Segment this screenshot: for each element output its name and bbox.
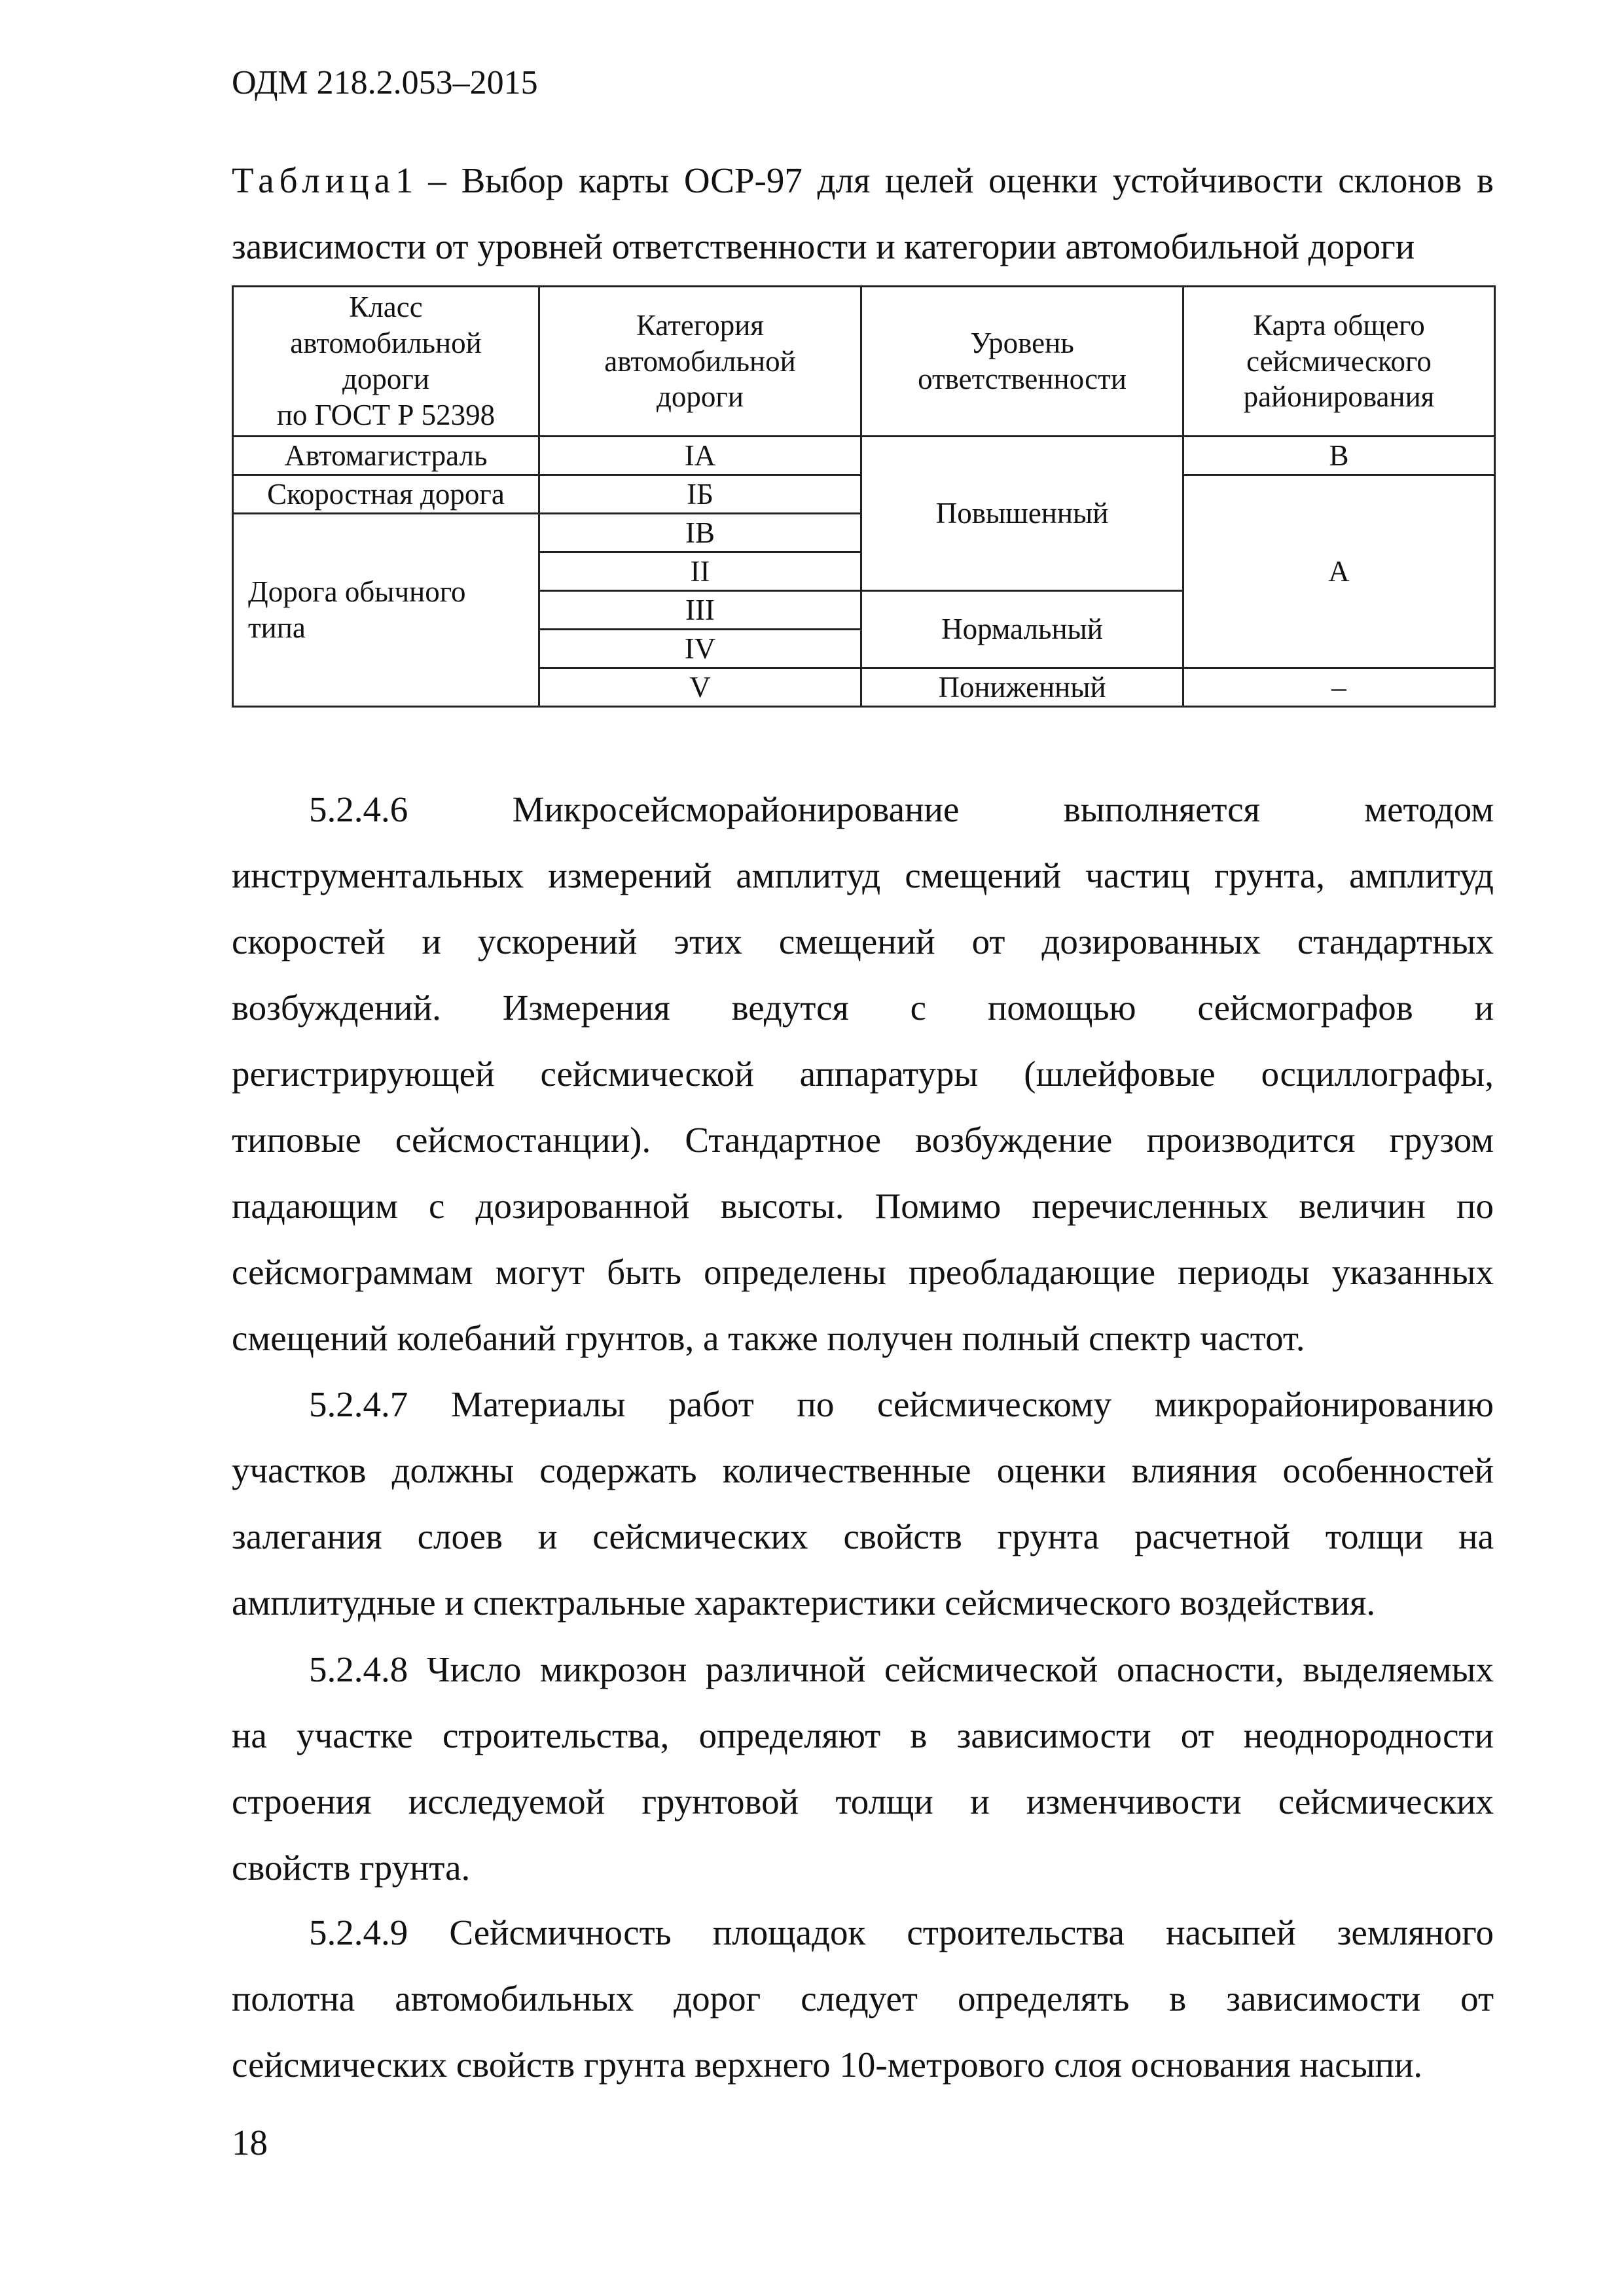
header-seismic-map: Карта общего сейсмического районирования <box>1183 287 1495 437</box>
cell-category: V <box>539 668 861 707</box>
cell-level-low: Пониженный <box>861 668 1183 707</box>
cell-class-motorway: Автомагистраль <box>233 437 539 475</box>
document-code-header: ОДМ 218.2.053–2015 <box>232 64 538 101</box>
table-header-row <box>233 287 1495 437</box>
table-caption <box>232 147 1494 279</box>
table-caption-label: Таблица <box>232 160 395 200</box>
paragraph-5-2-4-7: 5.2.4.7 Материалы работ по сейсмическому микрорайонированию участков должны содержать количественные оценки влияния особенностей залегания слоев и сейсмических свойств грунта расчетной толщи на амплитудные и спектральные характеристики сейсмического воздействия. <box>232 1384 1494 1623</box>
cell-map-a: A <box>1183 475 1495 668</box>
cell-category: IA <box>539 437 861 475</box>
header-responsibility-level: Уровень ответственности <box>861 287 1183 437</box>
cell-level-normal: Нормальный <box>861 591 1183 668</box>
paragraph-5-2-4-9: 5.2.4.9 Сейсмичность площадок строительства насыпей земляного полотна автомобильных дорог следует определять в зависимости от сейсмических свойств грунта верхнего 10-метрового слоя основания насыпи. <box>232 1912 1494 2085</box>
cell-level-high: Повышенный <box>861 437 1183 591</box>
header-road-class: Класс автомобильной дороги по ГОСТ Р 52398 <box>233 287 539 437</box>
page-number: 18 <box>232 2123 268 2162</box>
table-caption-text: – Выбор карты ОСР-97 для целей оценки устойчивости склонов в зависимости от уровней ответственности и категории автомобильной дороги <box>232 160 1494 266</box>
cell-category: IV <box>539 630 861 668</box>
paragraph-5-2-4-8: 5.2.4.8 Число микрозон различной сейсмической опасности, выделяемых на участке строительства, определяют в зависимости от неоднородности строения исследуемой грунтовой толщи и изменчивости сейсмических свойств грунта. <box>232 1649 1494 1888</box>
cell-category: IB <box>539 514 861 552</box>
table-caption-number: 1 <box>395 160 414 200</box>
header-road-category: Категория автомобильной дороги <box>539 287 861 437</box>
cell-category: IБ <box>539 475 861 514</box>
cell-class-express: Скоростная дорога <box>233 475 539 514</box>
cell-category: II <box>539 552 861 591</box>
cell-map-b: B <box>1183 437 1495 475</box>
cell-map-none: – <box>1183 668 1495 707</box>
table-row <box>233 437 1495 475</box>
seismic-map-selection-table <box>232 285 1496 708</box>
paragraph-5-2-4-6: 5.2.4.6 Микросейсморайонирование выполняется методом инструментальных измерений амплитуд смещений частиц грунта, амплитуд скоростей и ускорений этих смещений от дозированных стандартных возбуждений. Измерения ведутся с помощью сейсмографов и регистрирующей сейсмической аппаратуры (шлейфовые осциллографы, типовые сейсмостанции). Стандартное возбуждение производится грузом падающим с дозированной высоты. Помимо перечисленных величин по сейсмограммам могут быть определены преобладающие периоды указанных смещений колебаний грунтов, а также получен полный спектр частот. <box>232 789 1494 1358</box>
cell-class-ordinary: Дорога обычного типа <box>233 514 539 707</box>
cell-category: III <box>539 591 861 630</box>
